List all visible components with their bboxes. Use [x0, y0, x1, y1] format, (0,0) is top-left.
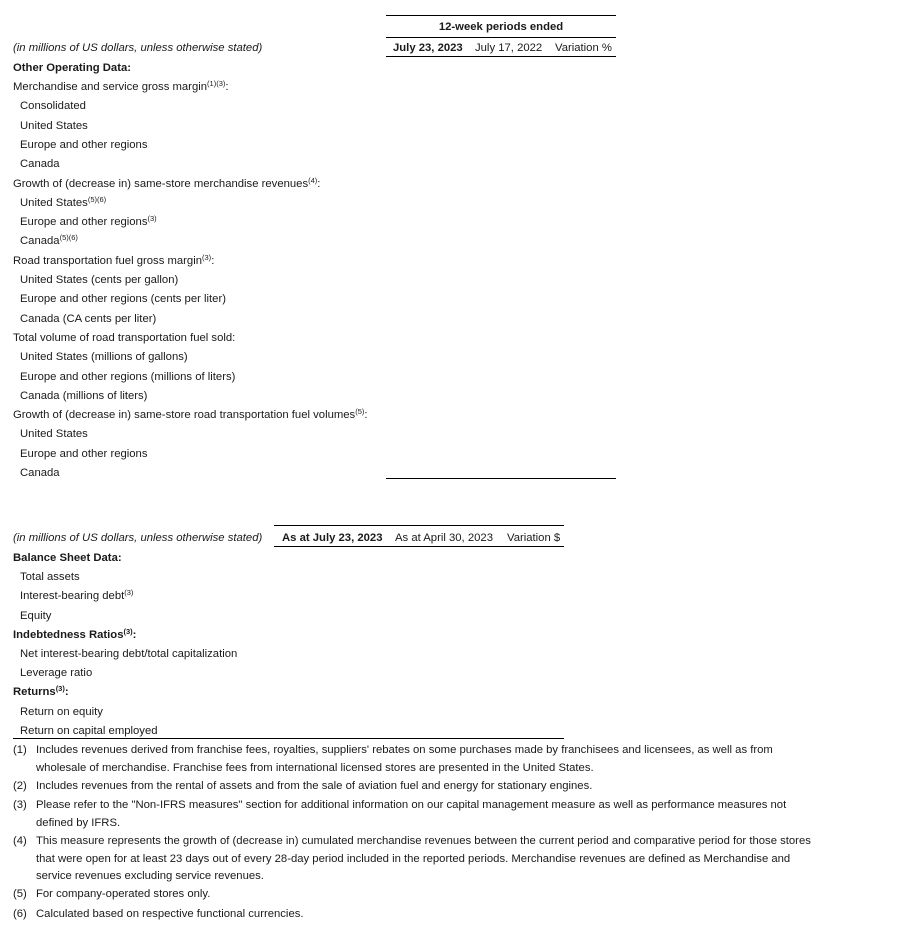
footnote — [13, 886, 813, 904]
row-label-text: United States (cents per gallon) — [20, 274, 179, 286]
footnote — [13, 742, 813, 777]
row-label-text: Equity — [20, 609, 52, 622]
row-label — [20, 466, 60, 480]
row-label-text: Merchandise and service gross margin — [13, 81, 208, 93]
row-label-text: Europe and other regions — [20, 447, 148, 460]
footnote-ref: (5)(6) — [87, 194, 107, 204]
label-suffix: : — [225, 81, 229, 93]
row-label — [13, 408, 368, 422]
footnote — [13, 778, 813, 796]
row-label-text: Canada (millions of liters) — [20, 389, 148, 402]
row-label-text: Growth of (decrease in) same-store merchandise revenues — [13, 177, 309, 190]
row-label-text: Europe and other regions (millions of liters) — [20, 370, 236, 383]
row-label-text: Europe and other regions — [20, 216, 148, 229]
row-label-text: Canada — [20, 235, 60, 248]
row-label — [13, 331, 235, 345]
footnote-number: (6) — [13, 908, 27, 920]
table1-colhead-rule — [386, 56, 616, 57]
label-suffix: : — [132, 628, 137, 641]
row-label-text: Balance Sheet Data: — [13, 552, 122, 564]
table1-bottom-rule — [386, 478, 616, 479]
row-label — [20, 157, 60, 171]
footnote-number: (1) — [13, 744, 27, 756]
row-label-text: Leverage ratio — [20, 667, 93, 680]
row-label-text: Interest-bearing debt — [20, 590, 125, 603]
label-suffix: : — [64, 686, 69, 699]
table2-col-prior: As at April 30, 2023 — [395, 532, 493, 544]
footnote-ref: (3) — [124, 588, 134, 598]
row-label — [13, 685, 69, 699]
table2-colhead-rule — [274, 546, 564, 547]
footnote-ref: (5) — [355, 407, 365, 417]
row-label-text: Europe and other regions — [20, 138, 148, 151]
row-label-text: United States — [20, 119, 88, 132]
row-label — [20, 292, 226, 306]
row-label — [20, 705, 103, 719]
row-label — [20, 389, 147, 403]
label-suffix: : — [211, 254, 215, 267]
row-label — [13, 628, 136, 642]
footnote-ref: (3) — [202, 252, 212, 262]
row-label-text: Return on capital employed — [20, 724, 158, 737]
row-label — [20, 570, 80, 584]
row-label-text: Road transportation fuel gross margin — [13, 254, 203, 267]
row-label-text: Canada — [20, 158, 60, 171]
table2-col-variation: Variation $ — [507, 532, 561, 544]
row-label — [20, 312, 156, 326]
row-label-text: Canada — [20, 467, 60, 479]
table1-unit-note: (in millions of US dollars, unless otherwise stated) — [13, 42, 263, 54]
row-label-text: United States — [20, 196, 88, 209]
row-label — [13, 254, 214, 268]
footnote-text: For company-operated stores only. — [36, 888, 211, 900]
row-label-text: Net interest-bearing debt/total capitalization — [20, 648, 238, 660]
table2-col-current: As at July 23, 2023 — [282, 532, 383, 544]
row-label — [20, 273, 178, 287]
row-label — [20, 666, 92, 680]
footnote-text: This measure represents the growth of (decrease in) cumulated merchandise revenues between the current period and comparative period for those stores that were open for at least 23 days out of every 28-day period included in the reported periods. Merchandise revenues are defined as Merchandise and service revenues excluding service revenues. — [36, 835, 811, 882]
table1-period-heading: 12-week periods ended — [438, 21, 564, 33]
footnote-number: (2) — [13, 780, 27, 792]
table1-section-title: Other Operating Data: — [13, 62, 132, 74]
row-label-text: Total assets — [20, 571, 80, 584]
table1-top-rule — [386, 15, 616, 16]
row-label-text: United States (millions of gallons) — [20, 351, 188, 364]
row-label — [20, 234, 78, 248]
row-label — [20, 215, 157, 229]
footnote — [13, 833, 813, 886]
row-label — [20, 447, 148, 461]
table1-col-prior: July 17, 2022 — [475, 42, 543, 54]
footnote-number: (3) — [13, 799, 27, 811]
row-label — [20, 589, 133, 603]
footnote — [13, 797, 813, 832]
footnote-ref: (4) — [308, 175, 318, 185]
row-label — [20, 370, 235, 384]
row-label-text: Canada (CA cents per liter) — [20, 312, 157, 325]
row-label-text: United States — [20, 428, 88, 441]
table1-col-variation: Variation % — [555, 42, 612, 54]
row-label — [20, 138, 148, 152]
footnote-ref: (1)(3) — [207, 79, 226, 88]
row-label — [20, 119, 88, 133]
row-label-text: Indebtedness Ratios — [13, 628, 124, 641]
row-label — [13, 80, 229, 94]
row-label — [20, 350, 188, 364]
footnote-text: Please refer to the "Non-IFRS measures" section for additional information on our capital management measure as well as performance measures not defined by IFRS. — [36, 799, 787, 829]
footnote-text: Includes revenues derived from franchise fees, royalties, suppliers' rebates on some purchases made by franchisees and licensees, as well as from wholesale of merchandise. Franchise fees from international licensed stores are presented in the United States. — [36, 744, 773, 774]
row-label — [20, 196, 106, 210]
row-label-text: Total volume of road transportation fuel sold: — [13, 331, 236, 344]
table2-unit-note: (in millions of US dollars, unless otherwise stated) — [13, 532, 263, 544]
table1-heading-rule — [386, 37, 616, 38]
row-label — [20, 724, 158, 738]
label-suffix: : — [364, 409, 368, 422]
row-label — [20, 609, 51, 623]
footnote-text: Calculated based on respective functional currencies. — [36, 908, 304, 920]
table2-top-rule — [274, 525, 564, 526]
row-label — [20, 427, 88, 441]
row-label-text: Consolidated — [20, 100, 86, 113]
row-label-text: Growth of (decrease in) same-store road transportation fuel volumes — [13, 409, 356, 422]
row-label — [20, 99, 86, 113]
row-label — [13, 551, 122, 565]
row-label-text: Return on equity — [20, 705, 103, 718]
footnote-text: Includes revenues from the rental of assets and from the sale of aviation fuel and energy for stationary engines. — [36, 780, 593, 792]
footnote-ref: (3) — [147, 214, 157, 224]
footnote-number: (4) — [13, 835, 27, 847]
footnote-ref: (5)(6) — [59, 233, 78, 243]
row-label-text: Europe and other regions (cents per liter) — [20, 293, 226, 306]
footnote-number: (5) — [13, 888, 27, 900]
footnote-ref: (3) — [123, 626, 133, 636]
footnote — [13, 906, 813, 924]
table1-col-current: July 23, 2023 — [393, 42, 463, 54]
row-label-text: Returns — [13, 686, 56, 699]
footnote-ref: (3) — [55, 684, 65, 694]
row-label — [20, 647, 237, 661]
row-label — [13, 177, 320, 191]
label-suffix: : — [317, 177, 321, 190]
table2-bottom-rule — [13, 738, 564, 739]
